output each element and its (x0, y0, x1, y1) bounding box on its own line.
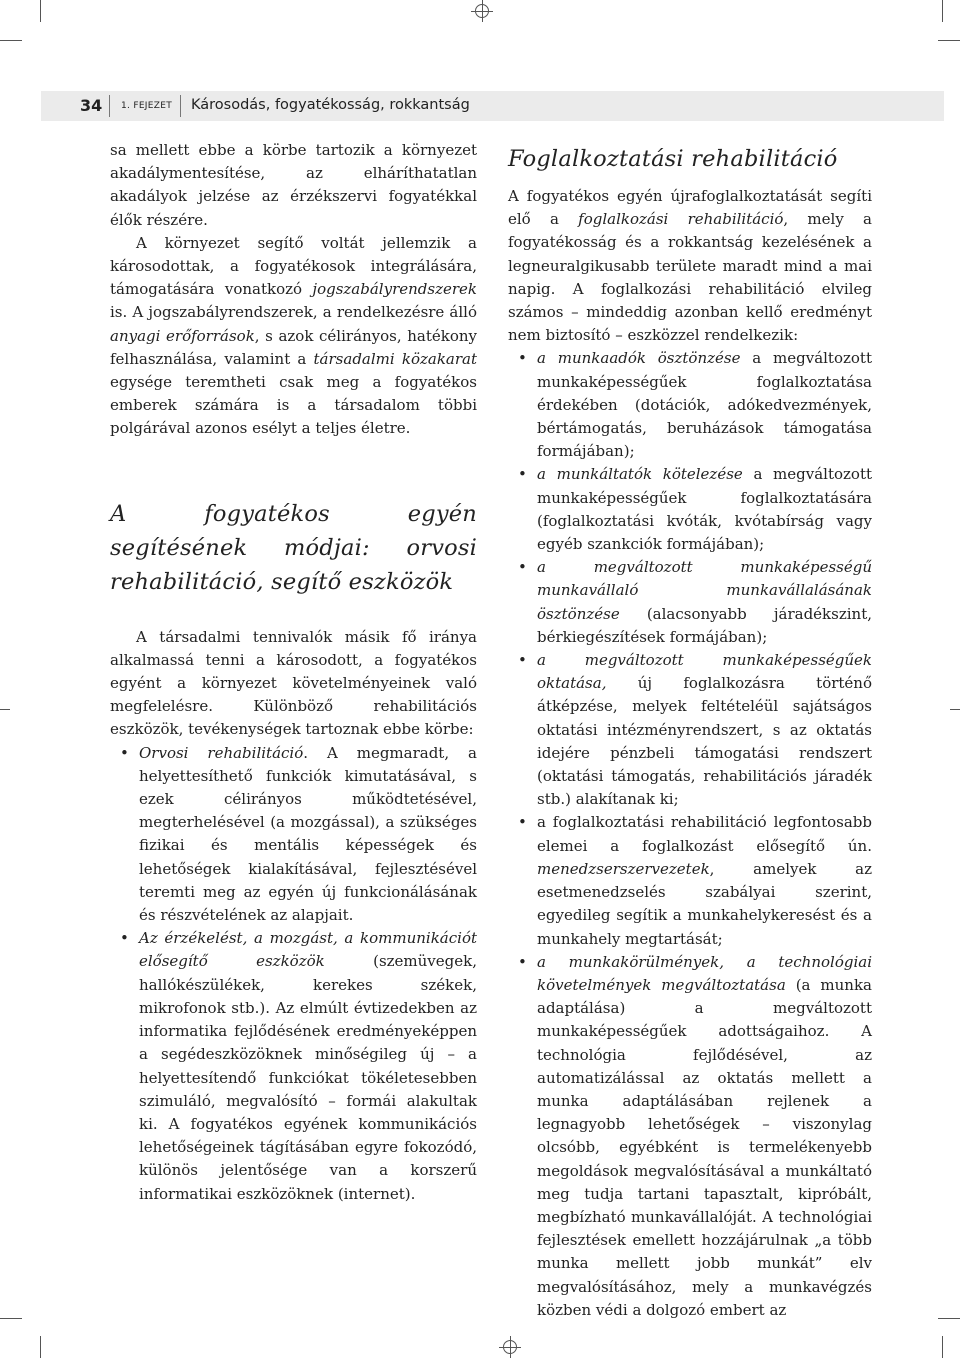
list-item (508, 347, 872, 463)
italic-term: Az érzékelést, a mozgást, a kommunikációt elősegítő eszközök (139, 929, 477, 971)
text-run: A fogyatékos egyén újrafoglalkoztatását segíti elő a (508, 187, 872, 229)
page-number: 34 (80, 96, 103, 115)
header-divider (180, 95, 181, 117)
italic-term: Orvosi rehabilitáció (139, 743, 304, 762)
header-divider (109, 95, 110, 117)
text-run: A társadalmi tennivalók másik fő iránya alkalmassá tenni a károsodott, a fogyatékos egyént a környezet követelményeinek való megfelelésre. Különböző rehabilitációs eszközök, tevékenységek tartoznak ebbe körbe: (110, 627, 477, 739)
right-column (508, 142, 872, 1322)
running-header-bar (41, 91, 944, 121)
crop-mark-bottom-left-v (40, 1336, 41, 1358)
chapter-label: 1. FEJEZET (121, 101, 173, 111)
text-run: új foglalkozásra történő átképzése, melyek feltételéül sajátságos oktatási intézményrendszert, s az oktatás idejére pénzbeli támogatási rendszert (oktatási támogatás, rehabilitációs járadék stb.) alakítanak ki; (537, 674, 872, 809)
italic-term: a megváltozott munkaképességűek oktatása, (537, 651, 872, 693)
section-heading: Foglalkoztatási rehabilitáció (508, 146, 838, 172)
crop-mark-top-right-v (942, 0, 943, 22)
text-run: . A megmaradt, a helyettesíthető funkciók kimutatásával, s ezek célirányos működtetésével, megterhelésével (a mozgással), a szükséges fizikai és mentális képességek és lehetőségek kialakításával, fejlesztésével teremti meg az egyén új funkcionálásának és részvételének az alapjait. (139, 743, 477, 925)
crop-mark-top-left-v (40, 0, 41, 22)
list-item (508, 951, 872, 1322)
list-item (508, 556, 872, 649)
list-item (110, 742, 477, 928)
list-item (508, 463, 872, 556)
section-heading: A fogyatékos egyén segítésének módjai: orvosi rehabilitáció, segítő eszközök (110, 500, 477, 595)
registration-mark-top (471, 0, 493, 22)
crop-mark-top-left (0, 40, 22, 41)
text-run: sa mellett ebbe a körbe tartozik a környezet akadálymentesítése, az elháríthatatlan akadályok jelzése az érzékszervi fogyatékkal élők részére. (110, 141, 477, 229)
crop-mark-bottom-left (0, 1318, 22, 1319)
text-run: a megváltozott munkaképességűek foglalkoztatására (foglalkoztatási kvóták, kvótabírság vagy egyéb szankciók formájában); (537, 465, 872, 554)
italic-term: a megváltozott munkaképességű munkavállaló munkavállalásának ösztönzése (537, 558, 872, 623)
list-item (508, 649, 872, 811)
text-run: , s azok célirányos, hatékony felhasználása, valamint a (110, 326, 478, 368)
italic-term: a munkaadók ösztönzése (537, 349, 741, 368)
registration-mark-bottom (499, 1336, 521, 1358)
italic-term: társadalmi közakarat (313, 349, 477, 368)
italic-term: foglalkozási rehabilitáció (578, 210, 784, 229)
chapter-title: Károsodás, fogyatékosság, rokkantság (191, 97, 470, 113)
list-item (110, 927, 477, 1205)
text-run: (szemüvegek, hallókészülékek, kerekes székek, mikrofonok stb.). Az elmúlt évtizedekben az informatika fejlődésének eredményeképpen a segédeszközöknek minőségileg új – a helyettesítendő funkciókat tökéletesebben szimuláló, megvalósító – formái alakultak ki. A fogyatékos egyének kommunikációs lehetőségeinek tágításában egyre fokozódó, különös jelentősége van a korszerű informatikai eszközöknek (internet). (139, 952, 477, 1203)
crop-mark-mid-right (950, 709, 960, 710)
text-run: a megváltozott munkaképességűek foglalkoztatása érdekében (dotációk, adókedvezmények, bértámogatás, beruházások támogatása formájában); (537, 349, 872, 461)
italic-term: a munkakörülmények, a technológiai követelmények megváltoztatása (537, 952, 872, 994)
intro-paragraph (110, 139, 477, 232)
crop-mark-top-right (938, 40, 960, 41)
italic-term: a munkáltatók kötelezése (537, 465, 743, 484)
text-run: A környezet segítő voltát jellemzik a károsodottak, a fogyatékosok integrálására, támogatására vonatkozó (110, 233, 477, 299)
bullet-list (508, 347, 872, 1322)
text-run: (a munka adaptálása) a megváltozott munkaképességűek adottságaihoz. A technológia fejlődésével, az automatizálással az oktatás mellett a munka adaptálásában rejlenek a legnagyobb lehetőségek – viszonylag olcsóbb, egyébként is termelékenyebb megoldások megvalósításával a munkáltató meg tudja tartani tapasztalt, kipróbált, megbízható munkavállalóját. A technológiai fejlesztések emellett hozzájárulnak „a több munka mellett jobb munkát” elv megvalósításához, mely a munkavégzés közben védi a dolgozó embert az (537, 975, 872, 1319)
list-item (508, 811, 872, 950)
body-paragraph (110, 626, 477, 742)
crop-mark-mid-left (0, 709, 10, 710)
crop-mark-bottom-right-v (942, 1336, 943, 1358)
bullet-list (110, 742, 477, 1206)
text-run: , amelyek az esetmenedzselés szabályai szerint, egyedileg segítik a munkahelykeresést és a munkahely megtartását; (537, 859, 872, 948)
text-run: (alacsonyabb járadékszint, bérkiegészítések formájában); (537, 604, 872, 646)
text-run: a foglalkoztatási rehabilitáció legfontosabb elemei a foglalkozást elősegítő ún. (537, 813, 872, 855)
left-column (110, 139, 477, 1206)
italic-term: menedzserszervezetek (537, 859, 710, 878)
body-paragraph (508, 185, 872, 347)
text-run: is. A jogszabályrendszerek, a rendelkezésre álló (110, 303, 477, 322)
italic-term: anyagi erőforrások (110, 326, 255, 345)
text-run: egysége teremtheti csak meg a fogyatékos emberek számára is a társadalom többi polgárával azonos esélyt a teljes életre. (110, 373, 477, 438)
crop-mark-bottom-right (938, 1318, 960, 1319)
body-paragraph (110, 232, 477, 441)
text-run: , mely a fogyatékosság és a rokkantság kezelésének a legneuralgikusabb területe maradt mind a mai napig. A foglalkozási rehabilitáció elvileg számos – mindeddig azonban kellő eredményt nem biztosító – eszközzel rendelkezik: (508, 210, 872, 345)
italic-term: jogszabályrendszerek (312, 280, 477, 299)
